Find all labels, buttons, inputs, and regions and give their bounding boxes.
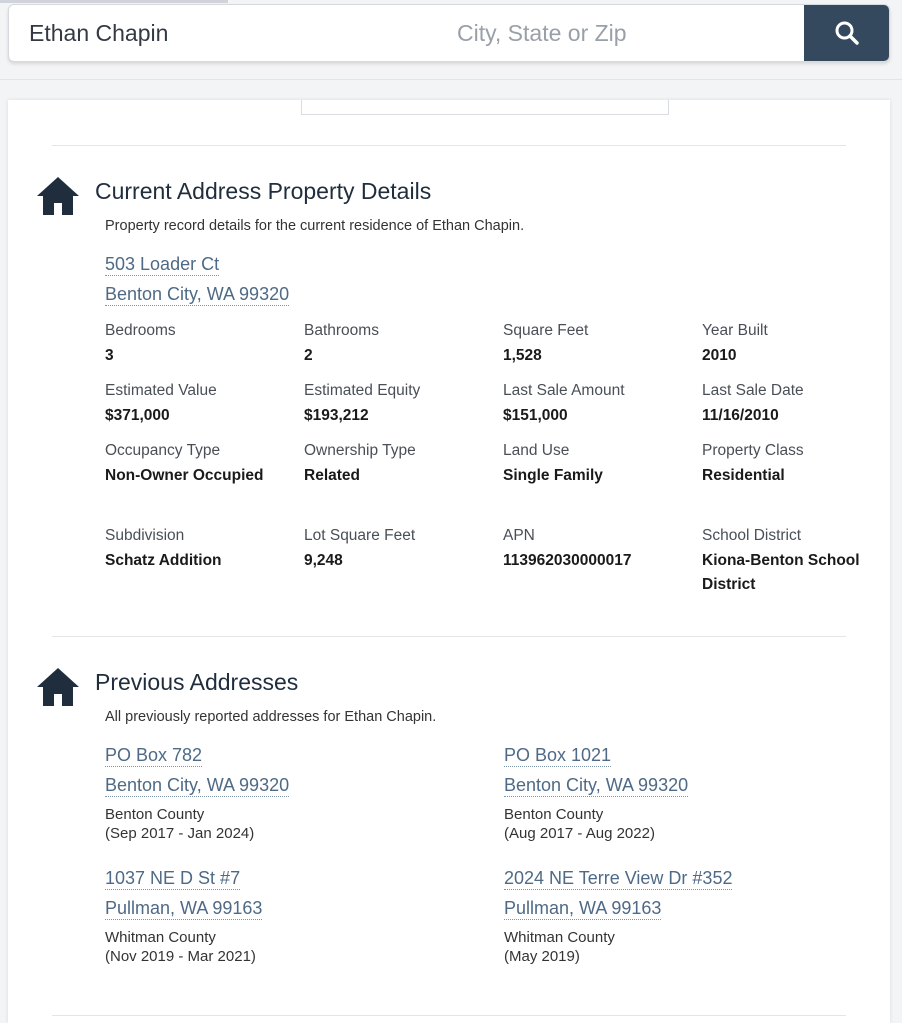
property-field-label: APN [503, 527, 535, 544]
property-field [304, 321, 503, 381]
search-icon [834, 20, 860, 46]
property-field [503, 441, 702, 526]
current-address [105, 253, 289, 306]
previous-address-city-link[interactable]: Pullman, WA 99163 [504, 898, 662, 918]
property-field-value: Residential [702, 467, 785, 484]
divider [52, 1015, 846, 1016]
property-field-label: Occupancy Type [105, 442, 221, 459]
property-field-value: 3 [105, 347, 114, 364]
previous-addresses-subtitle: All previously reported addresses for Ethan Chapin. [105, 709, 437, 725]
property-field-value: 2010 [702, 347, 737, 364]
property-field-label: Bathrooms [304, 322, 379, 339]
property-field-value: $193,212 [304, 407, 369, 424]
previous-address-street-link[interactable]: 1037 NE D St #7 [105, 868, 241, 888]
top-bar [0, 0, 902, 80]
search-bar [8, 4, 890, 62]
property-field [304, 441, 503, 526]
property-field-label: Square Feet [503, 322, 589, 339]
property-field-label: Year Built [702, 322, 768, 339]
property-field-value: Related [304, 467, 360, 484]
property-field-value: 11/16/2010 [702, 407, 779, 424]
property-field [105, 526, 304, 586]
house-icon [36, 176, 80, 216]
previous-addresses-title: Previous Addresses [95, 669, 299, 695]
location-search-input[interactable] [429, 5, 805, 61]
property-details-grid [105, 321, 882, 593]
current-address-city-link[interactable]: Benton City, WA 99320 [105, 284, 290, 304]
divider [52, 636, 846, 637]
property-field [105, 441, 304, 526]
property-field-value: $151,000 [503, 407, 568, 424]
property-field-label: Estimated Value [105, 382, 217, 399]
property-field [304, 381, 503, 441]
previous-address-street-link[interactable]: 2024 NE Terre View Dr #352 [504, 868, 733, 888]
property-field [105, 321, 304, 381]
property-field-label: Estimated Equity [304, 382, 421, 399]
property-field [702, 441, 882, 526]
property-field-value: 9,248 [304, 552, 343, 569]
top-accent-line [0, 0, 228, 3]
current-address-subtitle: Property record details for the current residence of Ethan Chapin. [105, 218, 525, 234]
previous-address-item [504, 867, 732, 966]
previous-address-county: Whitman County [504, 929, 615, 946]
previous-address-dates: (Aug 2017 - Aug 2022) [504, 825, 655, 842]
previous-address-street-link[interactable]: PO Box 1021 [504, 745, 612, 765]
previous-address-county: Benton County [504, 806, 604, 823]
previous-address-city-link[interactable]: Benton City, WA 99320 [504, 775, 689, 795]
property-field-label: Ownership Type [304, 442, 416, 459]
previous-address-dates: (Nov 2019 - Mar 2021) [105, 948, 256, 965]
property-field-label: Land Use [503, 442, 570, 459]
property-field [503, 381, 702, 441]
current-address-street-link[interactable]: 503 Loader Ct [105, 254, 220, 274]
profile-card [8, 100, 890, 1023]
property-field [702, 381, 882, 441]
search-button[interactable] [804, 5, 889, 61]
property-field [702, 526, 882, 593]
property-field-value: Kiona-Benton School District [702, 552, 860, 593]
property-field [702, 321, 882, 381]
previous-address-item [105, 744, 289, 843]
property-field-value: Non-Owner Occupied [105, 467, 264, 484]
name-search-input[interactable] [9, 5, 429, 61]
property-field-label: School District [702, 527, 802, 544]
property-field [105, 381, 304, 441]
property-field-label: Last Sale Amount [503, 382, 625, 399]
property-field-label: Last Sale Date [702, 382, 804, 399]
property-field-value: 113962030000017 [503, 552, 632, 569]
property-field [503, 526, 702, 586]
previous-address-city-link[interactable]: Pullman, WA 99163 [105, 898, 263, 918]
previous-address-city-link[interactable]: Benton City, WA 99320 [105, 775, 290, 795]
property-field-label: Property Class [702, 442, 804, 459]
property-field-value: Schatz Addition [105, 552, 222, 569]
previous-address-county: Whitman County [105, 929, 216, 946]
previous-address-dates: (Sep 2017 - Jan 2024) [105, 825, 255, 842]
previous-address-street-link[interactable]: PO Box 782 [105, 745, 203, 765]
house-icon [36, 667, 80, 707]
property-field-value: Single Family [503, 467, 603, 484]
property-field [304, 526, 503, 586]
property-field-label: Lot Square Feet [304, 527, 416, 544]
previous-address-item [105, 867, 262, 966]
current-address-title: Current Address Property Details [95, 178, 432, 204]
previous-address-dates: (May 2019) [504, 948, 580, 965]
previous-address-county: Benton County [105, 806, 205, 823]
previous-address-item [504, 744, 688, 843]
property-field-label: Subdivision [105, 527, 185, 544]
property-field-value: 1,528 [503, 347, 542, 364]
property-field-value: 2 [304, 347, 313, 364]
property-field-value: $371,000 [105, 407, 170, 424]
previous-panel-edge [301, 100, 669, 115]
property-field [503, 321, 702, 381]
divider [52, 145, 846, 146]
property-field-label: Bedrooms [105, 322, 176, 339]
